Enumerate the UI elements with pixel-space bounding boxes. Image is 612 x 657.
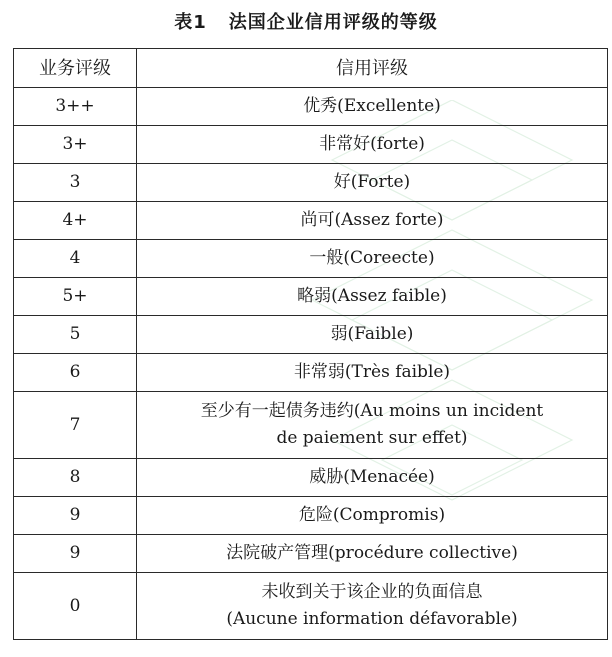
- rating-line: (Aucune information défavorable): [226, 609, 518, 629]
- rating-cell: 弱(Faible): [137, 316, 608, 354]
- table-row: [14, 573, 608, 640]
- rating-cell: 法院破产管理(procédure collective): [137, 535, 608, 573]
- grade-cell: 5: [14, 316, 137, 354]
- rating-line: 未收到关于该企业的负面信息: [261, 582, 483, 602]
- rating-cell: 威胁(Menacée): [137, 459, 608, 497]
- table-row: [14, 126, 608, 164]
- table-row: [14, 240, 608, 278]
- grade-cell: 4: [14, 240, 137, 278]
- table-row: [14, 316, 608, 354]
- grade-cell: 3: [14, 164, 137, 202]
- header-credit-rating: 信用评级: [137, 49, 608, 88]
- table-row: [14, 535, 608, 573]
- rating-cell: 略弱(Assez faible): [137, 278, 608, 316]
- grade-cell: 9: [14, 535, 137, 573]
- grade-cell: 9: [14, 497, 137, 535]
- grade-cell: 5+: [14, 278, 137, 316]
- header-business-grade: 业务评级: [14, 49, 137, 88]
- table-row: [14, 164, 608, 202]
- rating-cell: 好(Forte): [137, 164, 608, 202]
- rating-cell: 一般(Coreecte): [137, 240, 608, 278]
- rating-cell: 尚可(Assez forte): [137, 202, 608, 240]
- table-header-row: [14, 49, 608, 88]
- grade-cell: 0: [14, 573, 137, 640]
- rating-cell: 非常弱(Très faible): [137, 354, 608, 392]
- grade-cell: 3+: [14, 126, 137, 164]
- table-row: [14, 88, 608, 126]
- grade-cell: 7: [14, 392, 137, 459]
- rating-cell: 优秀(Excellente): [137, 88, 608, 126]
- grade-cell: 3++: [14, 88, 137, 126]
- credit-rating-table: [13, 48, 608, 640]
- rating-line: de paiement sur effet): [276, 428, 468, 448]
- rating-line: 至少有一起债务违约(Au moins un incident: [200, 401, 544, 421]
- rating-cell: 非常好(forte): [137, 126, 608, 164]
- table-row: [14, 278, 608, 316]
- grade-cell: 4+: [14, 202, 137, 240]
- table-row: [14, 202, 608, 240]
- table-row: [14, 497, 608, 535]
- grade-cell: 6: [14, 354, 137, 392]
- rating-cell: 危险(Compromis): [137, 497, 608, 535]
- table-caption-title: 法国企业信用评级的等级: [228, 12, 438, 33]
- grade-cell: 8: [14, 459, 137, 497]
- rating-cell: [137, 392, 608, 459]
- table-row: [14, 392, 608, 459]
- table-row: [14, 354, 608, 392]
- table-row: [14, 459, 608, 497]
- table-caption: [0, 8, 612, 38]
- rating-cell: [137, 573, 608, 640]
- table-caption-number: 表1: [174, 12, 207, 33]
